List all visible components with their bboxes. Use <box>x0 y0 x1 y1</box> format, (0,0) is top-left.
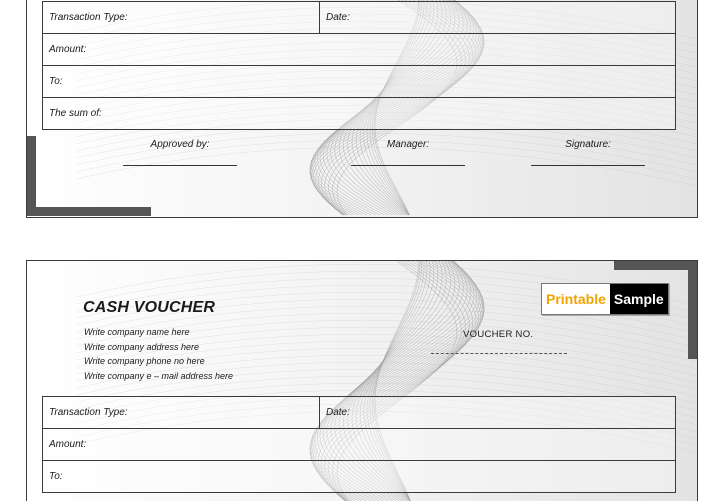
corner-bracket-icon <box>27 136 153 218</box>
logo-text-printable: Printable <box>542 284 610 314</box>
amount-field[interactable] <box>43 34 676 66</box>
amount-field[interactable] <box>43 429 676 461</box>
voucher-top <box>26 0 698 218</box>
amount-label: Amount: <box>49 44 87 55</box>
manager-signature-line[interactable] <box>351 165 465 166</box>
to-field[interactable] <box>43 66 676 98</box>
to-field[interactable] <box>43 461 676 493</box>
signature-label: Signature: <box>565 139 611 150</box>
transaction-type-field[interactable] <box>43 397 320 429</box>
company-info <box>84 325 233 383</box>
transaction-type-field[interactable] <box>43 2 320 34</box>
amount-label: Amount: <box>49 439 87 450</box>
signature-line[interactable] <box>531 165 645 166</box>
voucher-no-label: VOUCHER NO. <box>463 329 534 340</box>
company-address[interactable]: Write company address here <box>84 341 200 352</box>
logo-text-sample: Sample <box>610 284 668 314</box>
voucher-top-fields-table <box>42 1 676 130</box>
company-name[interactable]: Write company name here <box>84 327 190 337</box>
voucher-bottom <box>26 260 698 501</box>
sum-of-label: The sum of: <box>49 108 102 119</box>
date-label: Date: <box>326 407 350 418</box>
voucher-bottom-fields-table <box>42 396 676 493</box>
date-field[interactable] <box>320 397 676 429</box>
printable-sample-logo <box>541 283 669 315</box>
voucher-title: CASH VOUCHER <box>83 299 216 316</box>
transaction-type-label: Transaction Type: <box>49 407 128 418</box>
manager-label: Manager: <box>386 139 430 150</box>
company-email[interactable]: Write company e – mail address here <box>84 370 234 381</box>
to-label: To: <box>49 76 63 87</box>
company-phone[interactable]: Write company phone no here <box>84 356 205 366</box>
transaction-type-label: Transaction Type: <box>49 12 128 23</box>
approved-by-label: Approved by: <box>150 139 210 150</box>
signature-block <box>530 139 646 166</box>
manager-block <box>350 139 466 166</box>
sum-of-field[interactable] <box>43 98 676 130</box>
date-field[interactable] <box>320 2 676 34</box>
date-label: Date: <box>326 12 350 23</box>
to-label: To: <box>49 471 63 482</box>
voucher-no-field[interactable] <box>431 353 567 354</box>
